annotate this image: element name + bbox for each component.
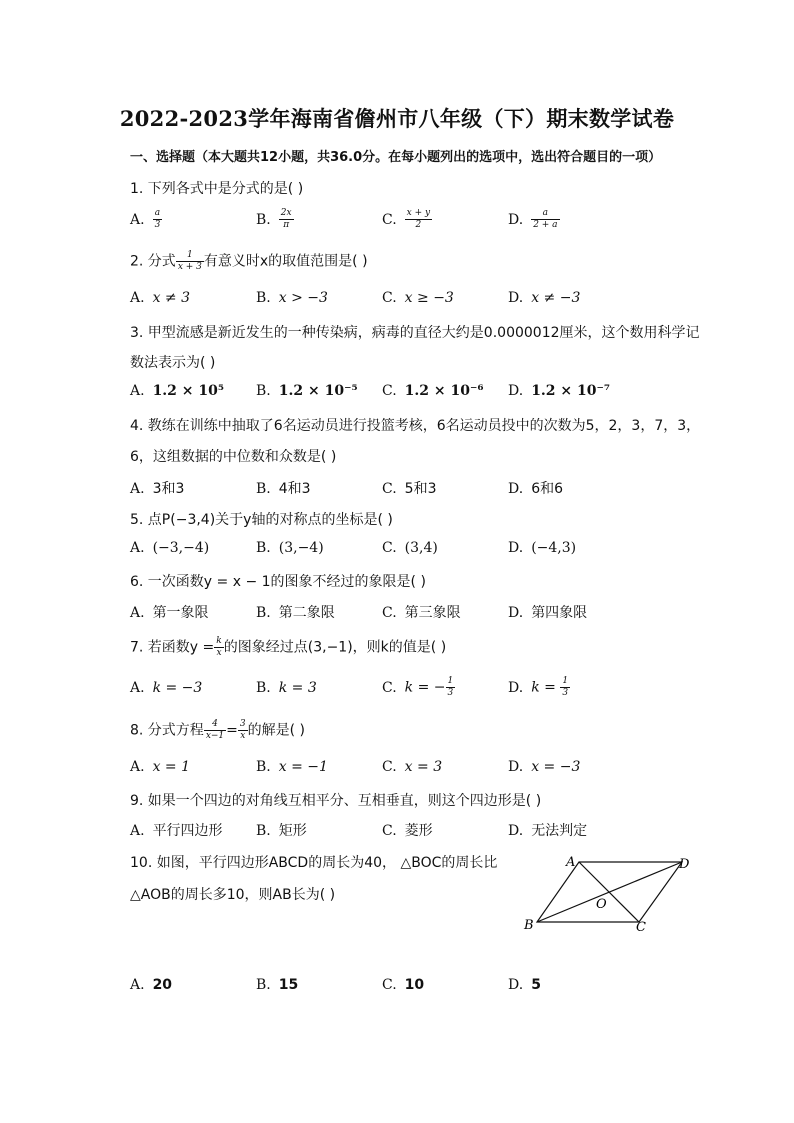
q7-option-c[interactable]: C. k = − $\frac{1}{3}$ — [382, 676, 454, 698]
q6-option-b[interactable]: B. 第二象限 — [256, 605, 335, 621]
q3-option-c[interactable]: C. 1.2 × 10⁻⁶ — [382, 383, 484, 399]
q3-option-a[interactable]: A. 1.2 × 10⁵ — [130, 383, 225, 399]
point-a-label: A — [566, 855, 576, 870]
q7-option-a[interactable]: A. k = −3 — [130, 680, 203, 696]
q1-option-d[interactable]: D. $\frac{a}{2 + a}$ — [508, 208, 558, 230]
exam-title: 2022-2023学年海南省儋州市八年级（下）期末数学试卷 — [119, 106, 675, 131]
q5-option-c[interactable]: C. (3,4) — [382, 540, 438, 556]
q7-option-d[interactable]: D. k = $\frac{1}{3}$ — [508, 676, 569, 698]
q10-option-b[interactable]: B. 15 — [256, 977, 299, 993]
q6-option-c[interactable]: C. 第三象限 — [382, 605, 461, 621]
q5-option-d[interactable]: D. (−4,3) — [508, 540, 577, 556]
point-o-label: O — [596, 897, 607, 912]
point-b-label: B — [524, 918, 534, 933]
q5-option-a[interactable]: A. (−3,−4) — [130, 540, 210, 556]
question-3-line-2: 数法表示为( ) — [130, 355, 216, 371]
q8-option-d[interactable]: D. x = −3 — [508, 759, 581, 775]
q5-option-b[interactable]: B. (3,−4) — [256, 540, 324, 556]
q2-option-a[interactable]: A. x ≠ 3 — [130, 290, 190, 306]
question-2-stem: 2. 分式 $\frac{1}{x + 3}$ 有意义时x的取值范围是( ) — [130, 250, 368, 272]
q8-option-b[interactable]: B. x = −1 — [256, 759, 328, 775]
q10-option-c[interactable]: C. 10 — [382, 977, 425, 993]
q9-option-d[interactable]: D. 无法判定 — [508, 823, 588, 839]
q10-option-d[interactable]: D. 5 — [508, 977, 541, 993]
q2-option-b[interactable]: B. x > −3 — [256, 290, 328, 306]
question-3-line-1: 3. 甲型流感是新近发生的一种传染病，病毒的直径大约是0.0000012厘米，这个数用科学记 — [130, 325, 700, 341]
parallelogram-figure — [522, 850, 712, 940]
question-6-stem: 6. 一次函数y = x − 1的图象不经过的象限是( ) — [130, 574, 426, 590]
question-7-stem: 7. 若函数y = $\frac{k}{x}$ 的图象经过点(3,−1)，则k的值是( ) — [130, 636, 447, 658]
question-4-line-1: 4. 教练在训练中抽取了6名运动员进行投篮考核，6名运动员投中的次数为5，2，3，7，3， — [130, 418, 701, 434]
q1-option-a[interactable]: A. $\frac{a}{3}$ — [130, 208, 161, 230]
q1-option-b[interactable]: B. $\frac{2x}{\pi}$ — [256, 208, 292, 230]
question-10-line-1: 10. 如图，平行四边形ABCD的周长为40， △BOC的周长比 — [130, 855, 498, 871]
question-10-line-2: △AOB的周长多10，则AB长为( ) — [130, 887, 336, 903]
q3-option-d[interactable]: D. 1.2 × 10⁻⁷ — [508, 383, 611, 399]
q4-option-a[interactable]: A. 3和3 — [130, 481, 185, 497]
q8-option-a[interactable]: A. x = 1 — [130, 759, 190, 775]
q7-option-b[interactable]: B. k = 3 — [256, 680, 317, 696]
q4-option-c[interactable]: C. 5和3 — [382, 481, 437, 497]
q9-option-c[interactable]: C. 菱形 — [382, 823, 433, 839]
q4-option-d[interactable]: D. 6和6 — [508, 481, 564, 497]
point-c-label: C — [636, 920, 646, 935]
question-9-stem: 9. 如果一个四边的对角线互相平分、互相垂直，则这个四边形是( ) — [130, 793, 542, 809]
q4-option-b[interactable]: B. 4和3 — [256, 481, 311, 497]
point-d-label: D — [679, 857, 690, 872]
q6-option-d[interactable]: D. 第四象限 — [508, 605, 588, 621]
q8-option-c[interactable]: C. x = 3 — [382, 759, 443, 775]
section-heading: 一、选择题（本大题共12小题，共36.0分。在每小题列出的选项中，选出符合题目的一项） — [130, 150, 662, 165]
q9-option-b[interactable]: B. 矩形 — [256, 823, 307, 839]
q1-option-c[interactable]: C. $\frac{x + y}{2}$ — [382, 208, 431, 230]
question-5-stem: 5. 点P(−3,4)关于y轴的对称点的坐标是( ) — [130, 512, 393, 528]
question-1-stem: 1. 下列各式中是分式的是( ) — [130, 181, 304, 197]
question-4-line-2: 6，这组数据的中位数和众数是( ) — [130, 449, 337, 465]
q10-option-a[interactable]: A. 20 — [130, 977, 173, 993]
q2-option-d[interactable]: D. x ≠ −3 — [508, 290, 581, 306]
q6-option-a[interactable]: A. 第一象限 — [130, 605, 209, 621]
q3-option-b[interactable]: B. 1.2 × 10⁻⁵ — [256, 383, 358, 399]
question-8-stem: 8. 分式方程 $\frac{4}{x-1}$ = $\frac{3}{x}$ 的解是( ) — [130, 719, 305, 741]
q9-option-a[interactable]: A. 平行四边形 — [130, 823, 223, 839]
q2-option-c[interactable]: C. x ≥ −3 — [382, 290, 454, 306]
